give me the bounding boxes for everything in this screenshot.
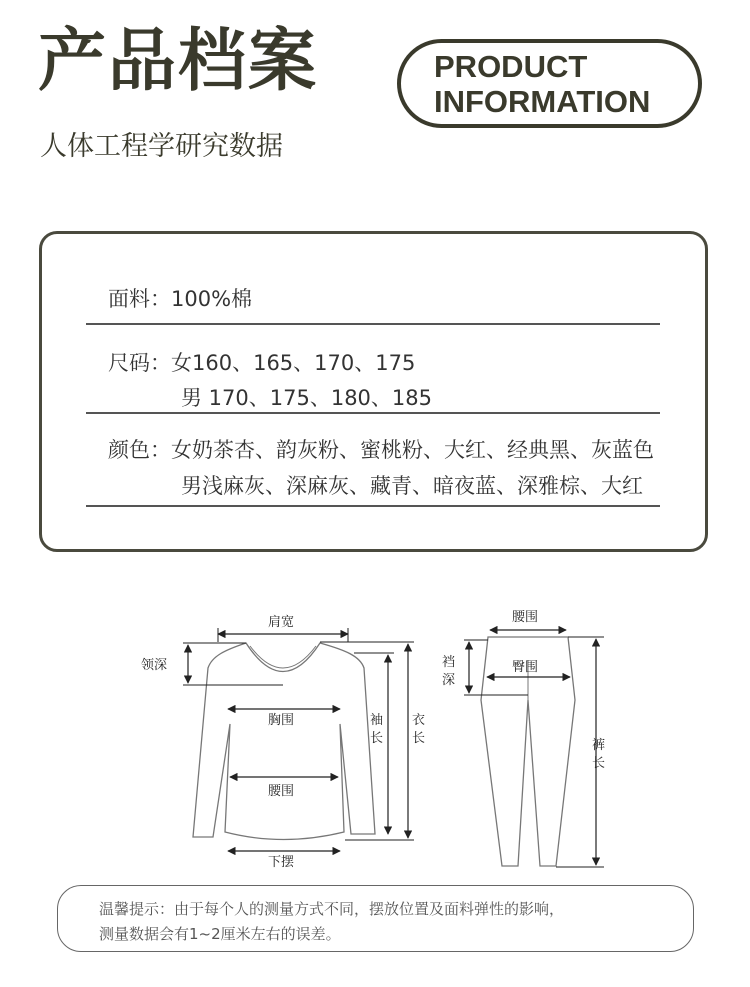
label-hip: 臀围	[512, 660, 539, 675]
tip-line-1: 温馨提示：由于每个人的测量方式不同，摆放位置及面料弹性的影响，	[99, 900, 565, 918]
label-hem: 下摆	[268, 855, 295, 870]
measurement-tip-box	[57, 885, 694, 952]
label-shoulder-width: 肩宽	[268, 615, 295, 630]
page-title: 产品档案	[38, 22, 319, 101]
color-line-1: 颜色：女奶茶杏、韵灰粉、蜜桃粉、大红、经典黑、灰蓝色	[108, 438, 654, 462]
shirt-outline	[193, 643, 375, 840]
label-pants-waist: 腰围	[512, 610, 539, 625]
label-neck-depth: 领深	[141, 658, 168, 673]
fabric-text: 面料：100%棉	[108, 287, 253, 311]
label-pants-length-2: 长	[592, 756, 606, 771]
label-pants-length-1: 裤	[592, 738, 606, 753]
label-crotch-depth-2: 深	[442, 673, 456, 688]
label-top-length-1: 衣	[412, 713, 426, 728]
label-waist-top: 腰围	[268, 784, 295, 799]
badge-line-1: PRODUCT	[434, 49, 588, 84]
label-sleeve-length-2: 长	[370, 731, 384, 746]
badge-line-2: INFORMATION	[434, 84, 651, 119]
tip-line-2: 测量数据会有1~2厘米左右的误差。	[99, 925, 341, 943]
label-top-length-2: 长	[412, 731, 426, 746]
label-crotch-depth-1: 裆	[442, 655, 456, 670]
size-line-1: 尺码：女160、165、170、175	[108, 351, 416, 375]
size-line-2: 男 170、175、180、185	[181, 386, 433, 410]
label-sleeve-length-1: 袖	[370, 713, 384, 728]
page-subtitle: 人体工程学研究数据	[40, 131, 283, 162]
label-chest: 胸围	[268, 713, 295, 728]
color-line-2: 男浅麻灰、深麻灰、藏青、暗夜蓝、深雅棕、大红	[181, 474, 643, 498]
